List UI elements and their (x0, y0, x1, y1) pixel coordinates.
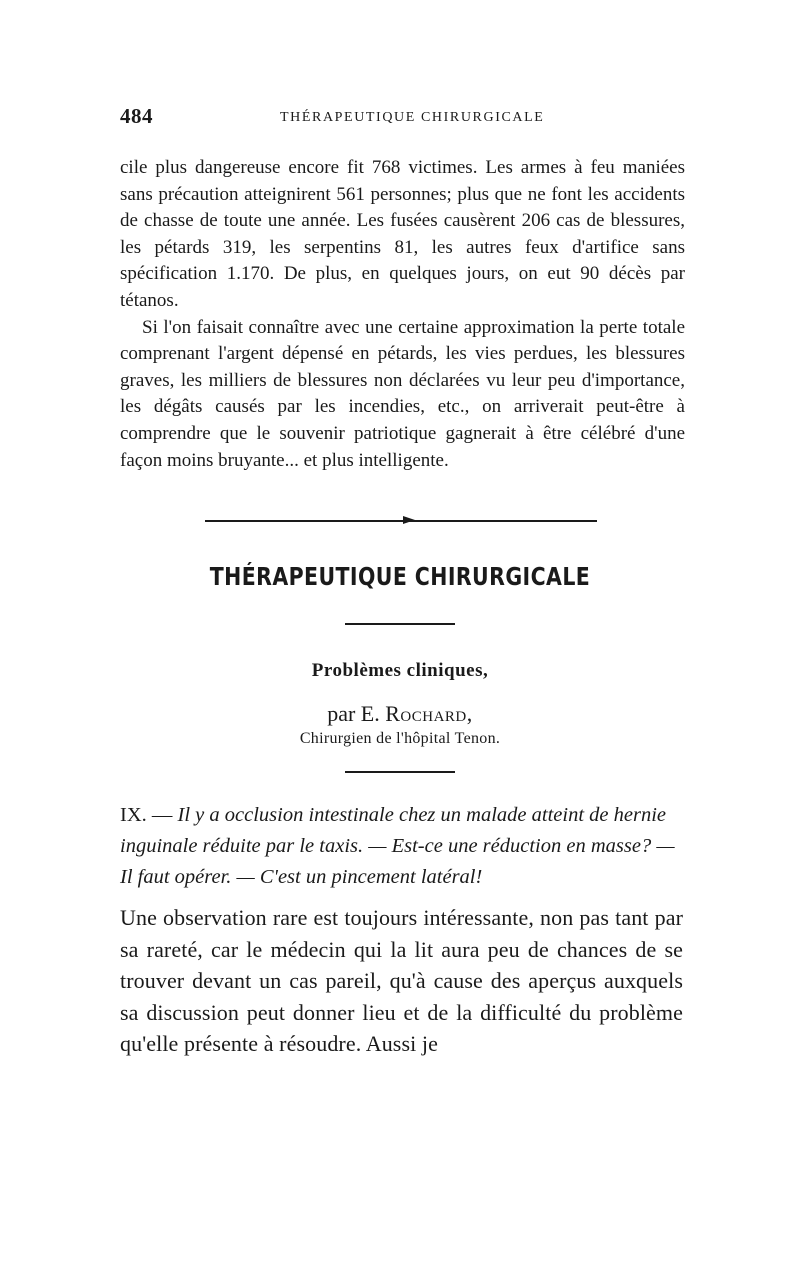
byline-prefix: par E. (327, 701, 386, 726)
title-underline-rule (345, 623, 455, 625)
running-title: THÉRAPEUTIQUE CHIRURGICALE (280, 110, 545, 125)
byline (0, 701, 800, 727)
section-separator-rule (205, 520, 597, 522)
case-question (120, 800, 683, 893)
section-subtitle: Problèmes cliniques, (311, 660, 489, 681)
author-affiliation: Chirurgien de l'hôpital Tenon. (299, 730, 501, 747)
page-number: 484 (120, 104, 153, 128)
paragraph-continued: cile plus dangereuse encore fit 768 victimes. Les armes à feu maniées sans précaution atteignirent 561 personnes; plus que ne font les accidents de chasse de toute une année. Les fusées causèrent 206 cas de blessures, les pétards 319, les serpentins 81, les autres feux d'artifice sans spécification 1.170. De plus, en quelques jours, on eut 90 décès par tétanos. (120, 157, 685, 311)
section-title: THÉRAPEUTIQUE CHIRURGICALE (209, 562, 591, 591)
continued-text (120, 155, 685, 474)
separator-arrow-ornament (403, 516, 415, 524)
body-paragraph: Une observation rare est toujours intéressante, non pas tant par sa rareté, car le médecin qui la lit aura peu de chances de se trouver devant un cas pareil, qu'à cause des aperçus auxquels sa discussion peut donner lieu et de la difficulté du problème qu'elle présente à résoudre. Aussi je (120, 905, 683, 1056)
paragraph-conclusion: Si l'on faisait connaître avec une certaine approximation la perte totale comprenant l'argent dépensé en pétards, les vies perdues, les blessures graves, les milliers de blessures non déclarées vu leur peu d'importance, les dégâts causés par les incendies, etc., on arriverait peut-être à comprendre que le souvenir patriotique gagnerait à être célébré d'une façon moins bruyante... et plus intelligente. (120, 316, 685, 471)
author-name: Rochard, (385, 701, 473, 726)
running-head (120, 104, 685, 134)
question-number: IX. — (120, 804, 178, 826)
question-text: Il y a occlusion intestinale chez un malade atteint de hernie inguinale réduite par le taxis. — Est-ce une réduction en masse? — Il faut opérer. — C'est un pincement latéral! (120, 804, 675, 888)
byline-rule (345, 771, 455, 773)
